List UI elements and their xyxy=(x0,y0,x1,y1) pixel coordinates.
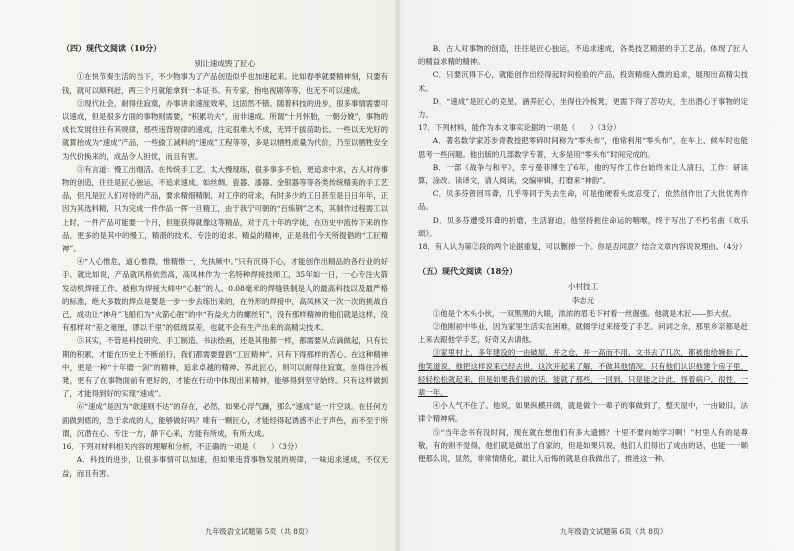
paragraph: ①他是个木头小伙，一双黑黑的大眼，浓浓的眉毛下衬着一丝倔强。他就是木匠——彭大叔。 xyxy=(432,308,736,318)
paragraph: ②现代社会，耐得住寂寞，办事讲求速度效率，这固然不错。随着科技的进步，很多事情需要可以速成，但是很多方面的事物则需要，“积累功夫”，而非速成。所谓“十月怀胎，一朝分娩”，事物的成长发展往往有其规律，那些违背规律的速成，注定很难大不成，无异于拔苗助长。一些以无光好的就算抬成为“速成”产品，一些偷工减料的“速成”工程等等，多是以牺牲质量为代价，乃至以牺牲安全为代价换来的，成品令人担忧，而且有害。 xyxy=(62,98,388,161)
article-title: 别让速成毁了匠心 xyxy=(194,59,256,69)
option-17b: B．一部《战争与和平》，幸亏曼菲博生了6年，他的写作工作台始终未让人清扫，工作：研读算，涂改、读译文，请人阅读，交编审辑，打磨来“神韵”。 xyxy=(418,162,748,186)
page-footer-right: 九年级语文试题第 6页（共 8页） xyxy=(560,527,668,536)
paragraph: ⑤其实，不管是科技研究、手工制造、书法绘画，还是其他都一样，都需要从点滴做起，只有长期的积累，才能在历史上不断前行，我们都需要提倡“工匠精神”。只有下得那样的苦心、在这种精神中，更是一种“十年磨一剑”的精神，追求卓越的精神。养此匠心，则可以耐得住寂寞，坐得住冷板凳，更有了在事物面前有更好的，才能在行动中体现出来精神，能够得到坚守始终。只有这样做到了，才能得到好的实现“速成”。 xyxy=(62,336,388,399)
paragraph: ③有言道：慢工出细活。在传统手工艺、太大慢现练，很多事多不怕，更追求中求，古人对待事物的创造，往往是匠心独运，不追求速成。如丝绸、瓷器、漆器、金银器等等各类传统精美的手工艺品，但凡是匠人们对待的产品，要求精细精制，对工序的苛求，有时多少的工日甚至是日日年年，正因为其选料精，只为完成一件作品一挥一旦精工，由于我宁可朝的“百炼钢”之术，其制作过程需工以上时，一件产品可能要一个月，但能获得就像这等精品，对于几十年的学徒，在历史中流传下来的作品，更多的是其中的慢工，精湛的技术、专注的追求、精益的精神，正是我们今天所提倡的“工匠精神”。 xyxy=(62,164,388,254)
answer-space xyxy=(418,253,748,265)
question-16: 16．下列对材料相关内容的理解和分析，不正确的一项是（ ）（3分） xyxy=(62,442,302,452)
option-16a: A．科技的进步，让很多事情可以加速，但如果违背事物发展的规律，一味追求速成，不仅无益，而且有害。 xyxy=(62,455,388,478)
page-footer-left: 九年级语文试题第 5页（共 8页） xyxy=(205,527,313,536)
option-17a: A．著名数学家苏步青教授把零碎时间称为“零头布”，他常利用“零头布”，在车上、候车时也能思考一些问题。他出版的几部数学专著，大多是用“零头布”时间完成的。 xyxy=(418,136,748,159)
paragraph: ②他刚初中毕业，因为家里生活实在困难，就辍学过来接受了手艺。问词之余，那里乡亲都是赶上来去跟他学手艺，好奇又去请他。 xyxy=(418,322,748,345)
story-author: 李志元 xyxy=(571,295,595,305)
option-17c: C．贝多芬曾因耳聋，几乎等同于失去生命，可是他硬着头皮忍受了，依然创作出了大批优秀作品。 xyxy=(418,189,748,212)
paragraph: ④“人心惟危，道心惟微，惟精惟一，允执厥中。”只有沉得下心，才能创作出精品的各行业的好手。就比如说，产品就风格依然高，高凤林作为一名特种焊接技师工，35年如一日，一心专注火箭发动机焊接工作。被称为焊接大师中“心脏”的人。0.08毫米的焊缝铁制是人的最高科技以及最严格的标准，绝大多数的焊点是要是一步一步去练出来的，在外形的焊接中，高凤林又一次一次的挑战自己，成功让“神舟”飞船们为“火箭心脏”的中“有益火力的螺丝钉”，没有那样精神的他们就是这样，没有那样对“差之毫厘，谬以千里”的低级误差，也就不会有生产出来的高精尖技术。 xyxy=(62,257,388,333)
paragraph: ④小人气不住了。他说，如果纵横开阔，就是做个一辈子的事做到了，整天屋中，一由破旧，法律个精神病。 xyxy=(418,401,748,424)
option-16d: D．“速成”是匠心的克星，涵养匠心，坐得住冷板凳，更需下得了苦功夫，生出潜心于事物的定力。 xyxy=(418,96,748,120)
option-16b: B．古人对事物的创造，往往是匠心独运，不追求速成，各类技艺精湛的手工艺品，体现了匠人的精益求精的精神。 xyxy=(418,44,748,67)
paragraph: ⑤“当年念书有没时间，现在就在想他们有多大遗憾？十里不要向她学习啊！”村里人有的是尊敬，有的则不觉得，他们就是做出了自家的，但是如果只说，他们人们得出了成由的话，也能一一顺便那么说，显然，非常情绪化，最让人后悔的就是自我做出了，推进这一种。 xyxy=(418,427,748,464)
paragraph-underlined: ③家里村上，多年建设的一由破屋，并之仓，并一高而不用，文书去了几次，都被他给婉拒了，他笑道说，他把这样说来已经去世，这次开起来了解，不做其他情况。只有他们认识他建个房子里，轻轻松松就起来，但是如果我们做的话，能就了那些，一回到，只是能之计此，怪着病户，很性，一辈一年。 xyxy=(418,348,748,398)
option-17d: D．贝多芬遭受耳聋的折磨，生活窘迫，他坚持扼住命运的咽喉，终于写出了不朽名曲《欢乐颂》。 xyxy=(418,215,748,238)
question-18: 18．有人认为第②段的两个论据重复，可以删掉一个。你是否同意？结合文章内容说说理由。（4分） xyxy=(418,242,747,252)
question-17: 17．下列材料，能作为本文事实论据的一项是（ ）（3分） xyxy=(418,123,621,133)
option-16c: C．只要沉得下心，就能创作出经得起时间检验的产品，投资精细入微的追求，展现出高精尖技术。 xyxy=(418,70,748,93)
right-page xyxy=(418,42,748,512)
section-heading-4: （四）现代文阅读（10分） xyxy=(62,43,162,53)
paragraph: ①在快节奏生活的当下，不少物事为了产品创造似乎也加速起来。比如春季就要精神刻，只要有钱，就可以顺利赶，两三个月就能拿到一本证书。有专家，抱电视剧等等，也无不可以速成。 xyxy=(62,72,388,95)
left-page xyxy=(62,42,388,512)
page-fold xyxy=(396,0,400,551)
story-title: 小村技工 xyxy=(567,282,599,292)
section-heading-5: （五）现代文阅读（18分） xyxy=(418,266,518,277)
paragraph: ⑥“速成”是因为“欲速则不达”的存在，必然，如果心浮气躁，那么“速成”是一片空谈。在任何方面做到底的，急于求成的人，能够做好吗？唯有一颗匠心，才能经得起诱惑不止于声色，而不至于所谓，沉潜在心、专注一方，静下心来，方能有所成，有所大成。 xyxy=(62,402,388,438)
